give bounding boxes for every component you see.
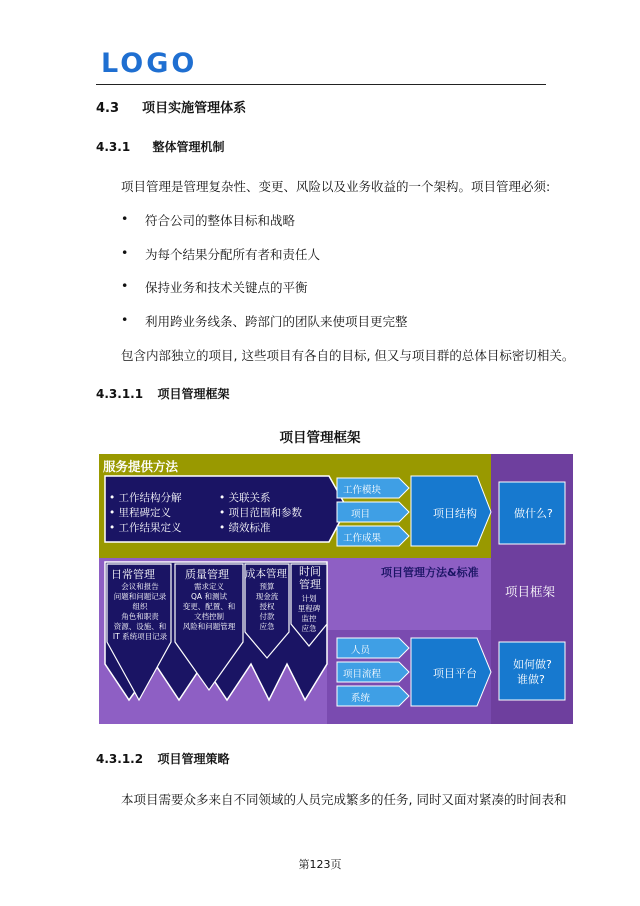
column-items xyxy=(291,594,327,634)
arrow-label: 系统 xyxy=(351,693,371,704)
arrow-system xyxy=(337,686,409,706)
column-item: 角色和职责 xyxy=(121,612,159,621)
column-item: 变更、配置、和 xyxy=(182,602,236,611)
arrow-label: 项目流程 xyxy=(343,669,382,680)
list-item: • 工作结果定义 xyxy=(109,522,182,534)
column-item: 文档控制 xyxy=(194,612,224,621)
list-item-text: 利用跨业务线条、跨部门的团队来使项目更完整 xyxy=(145,314,408,329)
column-item: 应急 xyxy=(259,622,275,631)
subsection-number: 4.3.1 xyxy=(96,140,131,154)
arrow-label: 人员 xyxy=(351,645,371,656)
column-item: 授权 xyxy=(259,602,275,611)
column-items xyxy=(107,582,173,642)
subsection-heading-4-3-1 xyxy=(96,138,225,155)
column-title: 质量管理 xyxy=(185,568,229,581)
top-result-label: 项目结构 xyxy=(433,507,477,520)
column-item: 需求定义 xyxy=(194,582,224,591)
middle-label: 项目管理方法&标准 xyxy=(381,566,479,579)
arrow-label: 项目 xyxy=(351,509,371,520)
column-item: 资源、设施、和 xyxy=(113,622,167,631)
column-items xyxy=(175,582,243,632)
framework-diagram xyxy=(99,454,573,724)
strategy-paragraph: 本项目需要众多来自不同领域的人员完成繁多的任务, 同时又面对紧凑的时间表和 xyxy=(121,792,567,807)
top-band-title: 服务提供方法 xyxy=(103,459,179,474)
list-item-text: 为每个结果分配所有者和责任人 xyxy=(145,247,321,262)
column-title: 成本管理 xyxy=(245,568,287,580)
section-title: 项目实施管理体系 xyxy=(142,101,247,116)
subsection-title: 项目管理策略 xyxy=(157,752,230,766)
list-item: • 绩效标准 xyxy=(219,522,271,534)
header-rule xyxy=(96,84,546,85)
column-title: 时间管理 xyxy=(299,565,321,591)
subsection-title: 整体管理机制 xyxy=(152,140,225,154)
column-item: 现金流 xyxy=(255,592,279,601)
column-item: 计划 xyxy=(301,594,317,603)
arrow-project xyxy=(337,502,409,522)
column-item: 监控 xyxy=(301,614,317,623)
logo: LOGO xyxy=(101,48,198,79)
bullet-icon: • xyxy=(121,211,129,226)
section-heading xyxy=(96,97,246,116)
arrow-label: 工作模块 xyxy=(343,485,382,496)
subsection-heading-4-3-1-2 xyxy=(96,750,229,767)
figure-title: 项目管理框架 xyxy=(279,430,361,446)
column-item: 付款 xyxy=(259,612,275,621)
bullet-icon: • xyxy=(121,278,129,293)
subsection-title: 项目管理框架 xyxy=(157,387,230,401)
top-question-label: 做什么? xyxy=(514,507,553,520)
section-number: 4.3 xyxy=(96,101,120,116)
bullet-icon: • xyxy=(121,312,129,327)
column-item: 组织 xyxy=(132,602,148,611)
column-item: 风险和问题管理 xyxy=(182,622,236,631)
subsection-number: 4.3.1.1 xyxy=(96,387,144,401)
column-item: QA 和测试 xyxy=(191,592,227,601)
page-number: 第123页 xyxy=(298,858,342,871)
bottom-question-line1: 如何做? xyxy=(513,658,552,671)
intro-paragraph: 项目管理是管理复杂性、变更、风险以及业务收益的一个架构。项目管理必须: xyxy=(121,179,551,194)
list-item-text: 符合公司的整体目标和战略 xyxy=(145,213,296,228)
list-item: • 里程碑定义 xyxy=(109,507,172,519)
bullet-icon: • xyxy=(121,245,129,260)
arrow-label: 工作成果 xyxy=(343,533,382,544)
column-item: 会议和报告 xyxy=(121,582,159,591)
column-item: 预算 xyxy=(259,582,275,591)
column-items xyxy=(245,582,289,632)
column-item: 里程碑 xyxy=(297,604,321,613)
list-item-text: 保持业务和技术关键点的平衡 xyxy=(145,280,308,295)
list-item: • 工作结构分解 xyxy=(109,492,182,504)
subsection-heading-4-3-1-1 xyxy=(96,385,229,402)
closing-paragraph: 包含内部独立的项目, 这些项目有各自的目标, 但又与项目群的总体目标密切相关。 xyxy=(121,348,575,363)
list-item: • 关联关系 xyxy=(219,492,271,504)
subsection-number: 4.3.1.2 xyxy=(96,752,144,766)
column-item: 问题和问题记录 xyxy=(113,592,167,601)
list-item: • 项目范围和参数 xyxy=(219,507,303,519)
side-label: 项目框架 xyxy=(505,584,556,599)
arrow-people xyxy=(337,638,409,658)
column-title: 日常管理 xyxy=(111,568,155,581)
column-item: IT 系统项目记录 xyxy=(112,632,168,641)
bottom-question-line2: 谁做? xyxy=(517,673,545,686)
bottom-result-label: 项目平台 xyxy=(433,667,477,680)
column-item: 应急 xyxy=(301,624,317,633)
